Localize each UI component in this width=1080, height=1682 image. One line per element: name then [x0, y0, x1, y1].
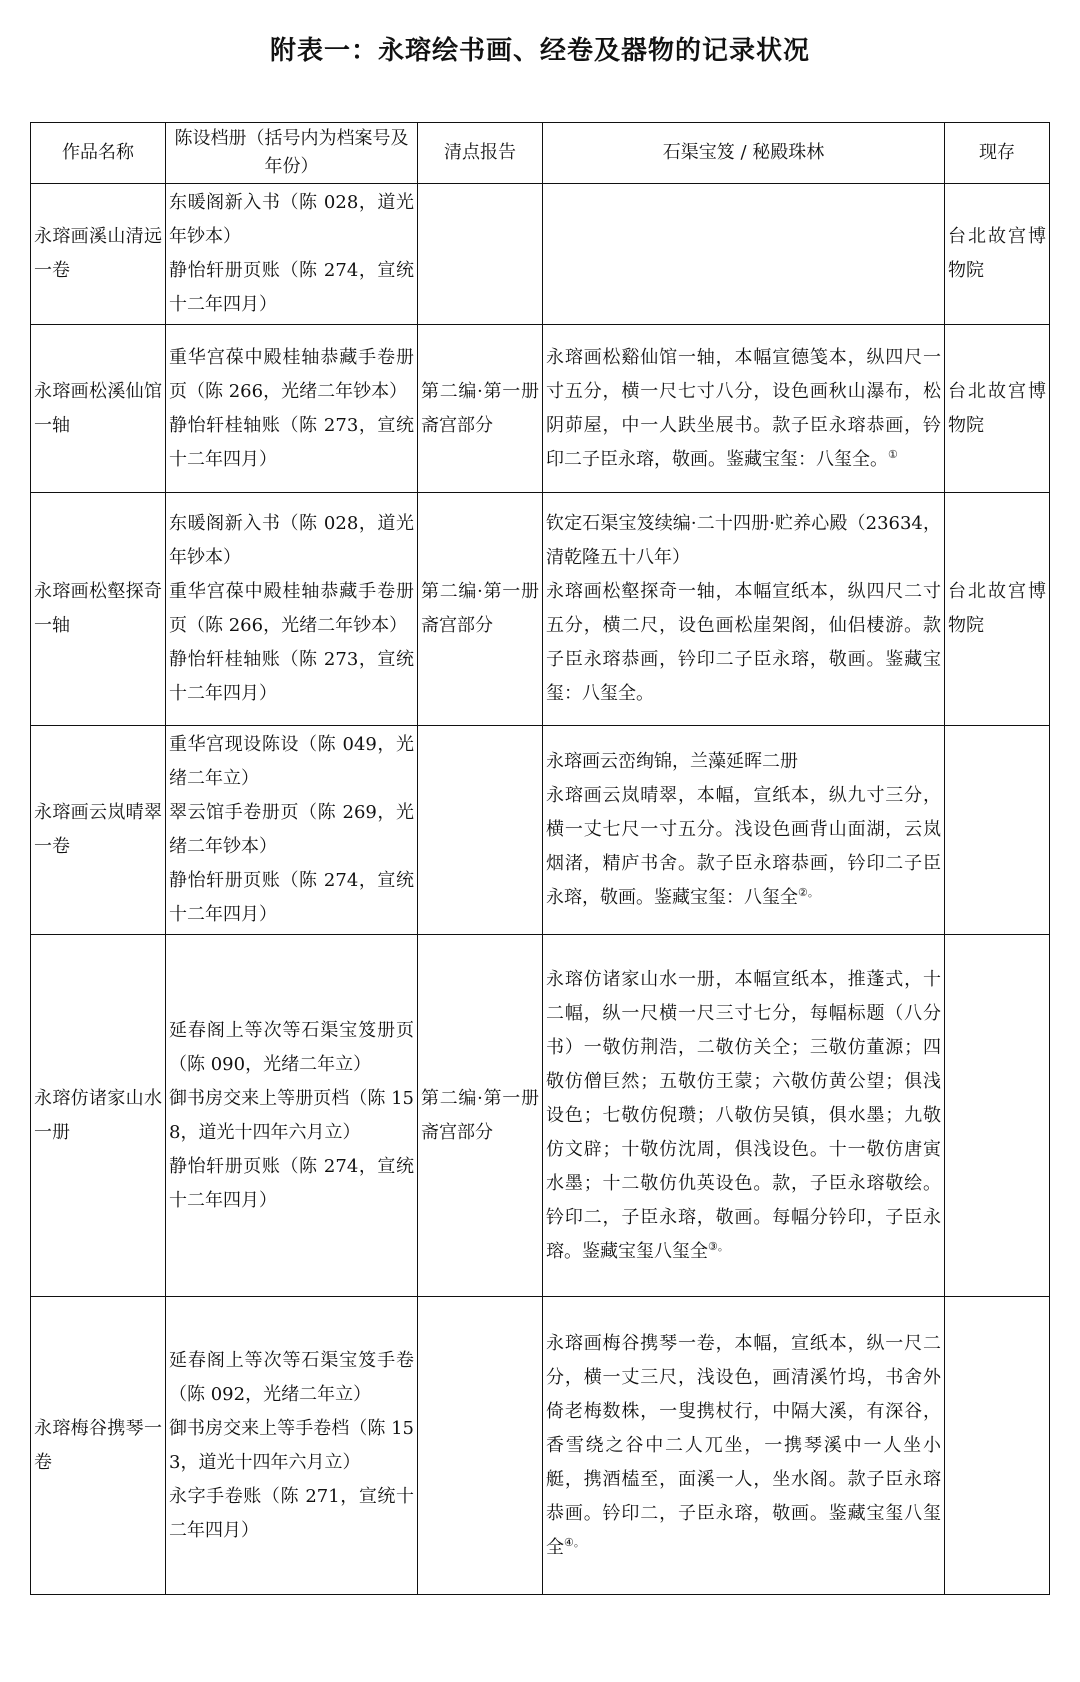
archive-entry: 静怡轩册页账（陈 274，宣统十二年四月）: [169, 1155, 414, 1211]
header-archive: 陈设档册（括号内为档案号及年份）: [166, 123, 418, 184]
archive-entry: 重华宫葆中殿桂轴恭藏手卷册页（陈 266，光绪二年钞本）: [169, 581, 414, 636]
cell-shiqu: [543, 493, 945, 726]
archive-entry: 翠云馆手卷册页（陈 269，光绪二年钞本）: [169, 802, 414, 857]
cell-name: 永瑢画松壑探奇一轴: [31, 493, 166, 726]
cell-shiqu: [543, 1297, 945, 1595]
shiqu-entry: 永瑢画云岚晴翠，本幅，宣纸本，纵九寸三分，横一丈七尺一寸五分。浅设色画背山面湖，云岚烟渚，精庐书舍。款子臣永瑢恭画，钤印二子臣永瑢，敬画。鉴藏宝玺：八玺全: [546, 785, 941, 908]
cell-archive: [166, 1297, 418, 1595]
cell-name: 永瑢画松溪仙馆一轴: [31, 325, 166, 493]
footnote-marker: ③。: [708, 1239, 729, 1253]
archive-entry: 重华宫现设陈设（陈 049，光绪二年立）: [169, 734, 414, 789]
cell-report: 第二编·第一册斋宫部分: [418, 325, 543, 493]
shiqu-entry: 永瑢画松谿仙馆一轴，本幅宣德笺本，纵四尺一寸五分，横一尺七寸八分，设色画秋山瀑布，松阴茆屋，中一人趺坐展书。款子臣永瑢恭画，钤印二子臣永瑢，敬画。鉴藏宝玺：八玺全。: [546, 346, 941, 470]
cell-archive: [166, 935, 418, 1297]
header-name: 作品名称: [31, 123, 166, 184]
cell-report: [418, 1297, 543, 1595]
cell-archive: [166, 325, 418, 493]
cell-shiqu: [543, 184, 945, 325]
archive-entry: 御书房交来上等册页档（陈 158，道光十四年六月立）: [169, 1087, 414, 1143]
header-row: [31, 123, 1050, 184]
archive-entry: 静怡轩桂轴账（陈 273，宣统十二年四月）: [169, 649, 414, 704]
archive-entry: 静怡轩册页账（陈 274，宣统十二年四月）: [169, 260, 414, 315]
archive-entry: 永字手卷账（陈 271，宣统十二年四月）: [169, 1485, 414, 1541]
archive-entry: 静怡轩册页账（陈 274，宣统十二年四月）: [169, 870, 414, 925]
cell-archive: [166, 726, 418, 935]
cell-shiqu: [543, 726, 945, 935]
table-row: [31, 1297, 1050, 1595]
archive-entry: 东暖阁新入书（陈 028，道光年钞本）: [169, 192, 414, 247]
shiqu-entry: 永瑢画云峦绚锦，兰藻延晖二册: [546, 751, 798, 772]
cell-current: [945, 1297, 1050, 1595]
footnote-marker: ④。: [564, 1535, 585, 1549]
cell-name: 永瑢画溪山清远一卷: [31, 184, 166, 325]
shiqu-entry: 永瑢画梅谷携琴一卷，本幅，宣纸本，纵一尺二分，横一丈三尺，浅设色，画清溪竹坞，书舍外倚老梅数株，一叟携杖行，中隔大溪，有深谷，香雪绕之谷中二人兀坐，一携琴溪中一人坐小艇，携酒榼至，面溪一人，坐水阁。款子臣永瑢恭画。钤印二，子臣永瑢，敬画。鉴藏宝玺八玺全: [546, 1332, 941, 1558]
shiqu-entry: 永瑢画松壑探奇一轴，本幅宣纸本，纵四尺二寸五分，横二尺，设色画松崖架阁，仙侣棲游。款子臣永瑢恭画，钤印二子臣永瑢，敬画。鉴藏宝玺：八玺全。: [546, 581, 941, 704]
cell-name: 永瑢梅谷携琴一卷: [31, 1297, 166, 1595]
table-row: [31, 184, 1050, 325]
cell-shiqu: [543, 325, 945, 493]
cell-current: [945, 935, 1050, 1297]
cell-current: 台北故宫博物院: [945, 325, 1050, 493]
cell-report: 第二编·第一册斋宫部分: [418, 493, 543, 726]
archive-entry: 静怡轩桂轴账（陈 273，宣统十二年四月）: [169, 414, 414, 470]
archive-entry: 重华宫葆中殿桂轴恭藏手卷册页（陈 266，光绪二年钞本）: [169, 346, 414, 402]
archive-entry: 延春阁上等次等石渠宝笈手卷（陈 092，光绪二年立）: [169, 1349, 414, 1405]
records-table: [30, 122, 1050, 1595]
header-current: 现存: [945, 123, 1050, 184]
cell-report: 第二编·第一册斋宫部分: [418, 935, 543, 1297]
footnote-marker: ②。: [798, 886, 819, 899]
cell-name: 永瑢画云岚晴翠一卷: [31, 726, 166, 935]
archive-entry: 御书房交来上等手卷档（陈 153，道光十四年六月立）: [169, 1417, 414, 1473]
cell-archive: [166, 493, 418, 726]
table-row: [31, 935, 1050, 1297]
cell-report: [418, 726, 543, 935]
cell-shiqu: [543, 935, 945, 1297]
header-shiqu: 石渠宝笈 / 秘殿珠林: [543, 123, 945, 184]
cell-archive: [166, 184, 418, 325]
table-row: [31, 325, 1050, 493]
cell-current: [945, 726, 1050, 935]
header-report: 清点报告: [418, 123, 543, 184]
table-row: [31, 493, 1050, 726]
shiqu-entry: 永瑢仿诸家山水一册，本幅宣纸本，推蓬式，十二幅，纵一尺横一尺三寸七分，每幅标题（八分书）一敬仿荆浩，二敬仿关仝；三敬仿董源；四敬仿僧巨然；五敬仿王蒙；六敬仿黄公望；俱浅设色；七敬仿倪瓒；八敬仿吴镇，俱水墨；九敬仿文辟；十敬仿沈周，俱浅设色。十一敬仿唐寅水墨；十二敬仿仇英设色。款，子臣永瑢敬绘。钤印二，子臣永瑢，敬画。每幅分钤印，子臣永瑢。鉴藏宝玺八玺全: [546, 968, 941, 1262]
shiqu-entry: 钦定石渠宝笈续编·二十四册·贮养心殿（23634，清乾隆五十八年）: [546, 513, 941, 568]
archive-entry: 延春阁上等次等石渠宝笈册页（陈 090，光绪二年立）: [169, 1019, 414, 1075]
archive-entry: 东暖阁新入书（陈 028，道光年钞本）: [169, 513, 414, 568]
page-title: 附表一：永瑢绘书画、经卷及器物的记录状况: [269, 36, 810, 66]
cell-current: 台北故宫博物院: [945, 184, 1050, 325]
table-row: [31, 726, 1050, 935]
footnote-marker: ①: [888, 447, 898, 461]
cell-name: 永瑢仿诸家山水一册: [31, 935, 166, 1297]
cell-current: 台北故宫博物院: [945, 493, 1050, 726]
cell-report: [418, 184, 543, 325]
